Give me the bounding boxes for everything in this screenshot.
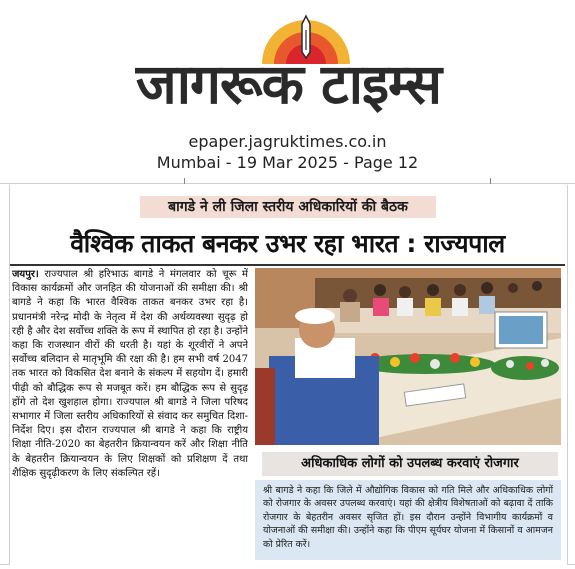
- sidebar-box: श्री बागडे ने कहा कि जिले में औद्योगिक विकास को गति मिले और अधिकाधिक लोगों को रोजगार के अवसर उपलब्ध करवाएं। यहां की क्षेत्रीय विशेषताओं को बढ़ावा दें ताकि रोजगार के बेहतरीन अवसर सृजित हों। इस दौरान उन्होंने विभागीय कार्यक्रमों व योजनाओं की समीक्षा की। उन्होंने कहा कि पीएम सूर्यघर योजना में किसानों व आमजन को प्रेरित करें।: [255, 480, 561, 560]
- masthead-title: जागरूक टाइम्स: [135, 52, 442, 116]
- crop-mark: [490, 178, 491, 184]
- article-lead: जयपुर।: [12, 269, 39, 280]
- crop-mark: [0, 183, 575, 184]
- crop-mark: [184, 178, 185, 184]
- edition-dateline: Mumbai - 19 Mar 2025 - Page 12: [156, 153, 419, 172]
- article-body-text: राज्यपाल श्री हरिभाऊ बागडे ने मंगलवार को चूरू में विकास कार्यक्रमों और जनहित की योजनाओं की समीक्षा की। श्री बागडे ने कहा कि भारत वैश्विक ताकत बनकर उभर रहा है। प्रधानमंत्री नरेन्द्र मोदी के नेतृत्व में देश की अर्थव्यवस्था सुदृढ़ हो रही है और देश सर्वोच्च शक्ति के रूप में स्थापित हो रहा है। उन्होंने कहा कि राजस्थान वीरों की धरती है। यहां के शूरवीरों ने अपने सर्वोच्च बलिदान से मातृभूमि की रक्षा की है। हम सभी वर्ष 2047 तक भारत को विकसित देश बनाने के संकल्प में सहयोग दें। हमारी पीढ़ी को बौद्धिक रूप से मजबूत करें। हम बौद्धिक रूप से सुदृढ़ होंगे तो देश खुशहाल होगा। राज्यपाल श्री बागडे ने जिला परिषद सभागार में जिला स्तरीय अधिकारियों से संवाद कर समुचित दिशा-निर्देश दिए। इस दौरान राज्यपाल श्री बागडे ने कहा कि राष्ट्रीय शिक्षा नीति-2020 का बेहतरीन क्रियान्वयन करें और शिक्षा नीति के बेहतरीन क्रियान्वयन के लिए शिक्षकों को प्रशिक्षण दें तथा शैक्षिक सुदृढ़ीकरण के लिए संकल्पित रहें।: [12, 269, 248, 479]
- meeting-photo-illustration: [255, 268, 561, 445]
- box-headline: अधिकाधिक लोगों को उपलब्ध करवाएं रोजगार: [262, 452, 558, 476]
- article-headline: वैश्विक ताकत बनकर उभर रहा भारत : राज्यपाल: [70, 229, 505, 258]
- headline-rule: [10, 264, 565, 266]
- article-photo: [255, 268, 561, 445]
- masthead-logo: [0, 6, 575, 126]
- website-url[interactable]: epaper.jagruktimes.co.in: [188, 132, 387, 151]
- article-body: [12, 268, 248, 558]
- edition-info: [0, 132, 575, 174]
- masthead: [0, 0, 575, 180]
- article-kicker: बागडे ने ली जिला स्तरीय अधिकारियों की बैठक: [140, 196, 436, 218]
